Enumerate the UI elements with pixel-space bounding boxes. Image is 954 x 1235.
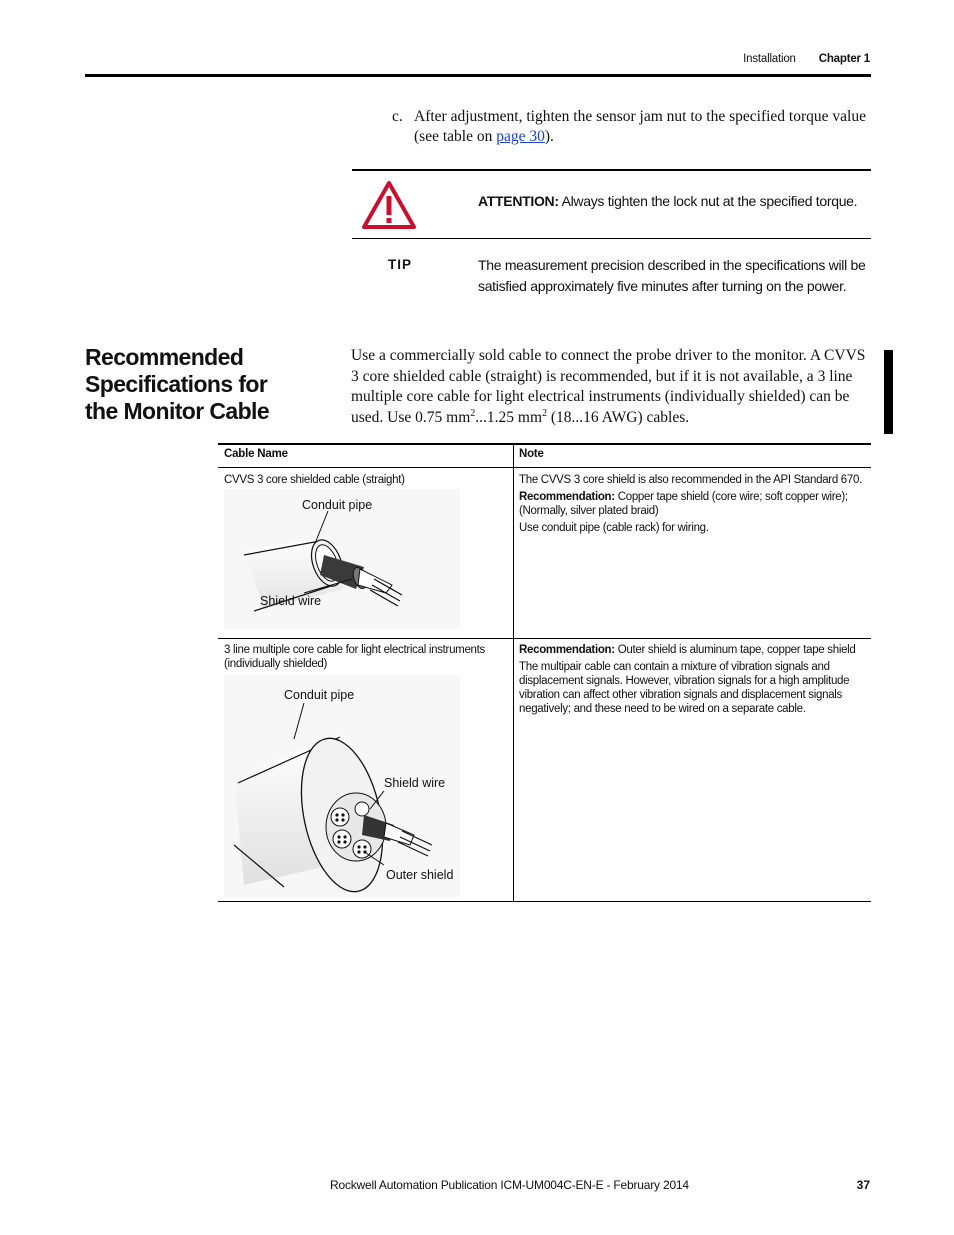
- table-bottom-rule: [218, 901, 871, 902]
- row2-note: [519, 643, 865, 719]
- multicore-cable-figure: [224, 675, 460, 897]
- header-rule: [85, 74, 871, 77]
- sup-2: 2: [542, 407, 548, 419]
- row1-recommendation-text: Copper tape shield (core wire; soft copper wire); (Normally, silver plated braid): [519, 491, 848, 517]
- table-header-rule: [218, 467, 871, 468]
- attention-text: [478, 193, 857, 209]
- step-text-after: ).: [544, 128, 554, 145]
- page-30-link[interactable]: page 30: [496, 128, 545, 145]
- table-column-divider: [513, 443, 514, 902]
- row2-recommendation-text: Outer shield is aluminum tape, copper tape shield: [614, 644, 856, 656]
- label-outer-shield: Outer shield: [386, 868, 454, 882]
- row1-note-1: The CVVS 3 core shield is also recommended in the API Standard 670.: [519, 474, 862, 486]
- tip-text: The measurement precision described in the specifications will be satisfied approximately five minutes after turning on the power.: [478, 257, 866, 294]
- table-row-rule: [218, 638, 871, 639]
- row1-note-3: Use conduit pipe (cable rack) for wiring.: [519, 522, 709, 534]
- table-header-cable-name: Cable Name: [224, 448, 288, 460]
- attention-top-rule: [352, 169, 871, 171]
- warning-triangle-icon: [362, 181, 416, 229]
- row2-note-1: [519, 643, 865, 657]
- row1-note-2: [519, 490, 865, 518]
- row2-cable-name: 3 line multiple core cable for light electrical instruments (individually shielded): [224, 644, 485, 670]
- step-c: [392, 107, 872, 147]
- section-title: Recommended Specifications for the Monitor Cable: [85, 344, 270, 424]
- running-header: [743, 53, 870, 65]
- step-text: [414, 107, 872, 147]
- cvvs-cable-figure: [224, 489, 460, 629]
- label-shield-wire: Shield wire: [260, 594, 322, 608]
- para-part-1: Use a commercially sold cable to connect the probe driver to the monitor. A CVVS 3 core shielded cable (straight) is recommended, but if it is not available, a 3 line multiple core cable for light electrical instruments (individually shielded) can be used. Use 0.75 mm: [351, 347, 866, 426]
- step-text-before: After adjustment, tighten the sensor jam nut to the specified torque value (see table on: [414, 108, 866, 145]
- row1-recommendation-label: Recommendation:: [519, 491, 615, 503]
- tip-label: TIP: [388, 257, 413, 272]
- attention-body: Always tighten the lock nut at the specified torque.: [561, 193, 858, 209]
- row2-recommendation-label: Recommendation:: [519, 644, 615, 656]
- table-top-rule: [218, 443, 871, 445]
- row2-note-2: The multipair cable can contain a mixture of vibration signals and displacement signals. However, vibration signals for a high amplitude vibration can affect other vibration signals and displacement signals negatively; and these need to be wired on a separate cable.: [519, 661, 850, 715]
- para-part-2: ...1.25 mm: [475, 408, 543, 426]
- attention-bottom-rule: [352, 238, 871, 239]
- label-conduit-pipe-2: Conduit pipe: [284, 688, 355, 702]
- page-number: 37: [856, 1178, 870, 1192]
- label-conduit-pipe: Conduit pipe: [302, 498, 373, 512]
- para-part-3: (18...16 AWG) cables.: [547, 408, 690, 426]
- step-letter: c.: [392, 108, 403, 125]
- chapter-thumb-tab: [884, 350, 893, 434]
- table-header-note: Note: [519, 448, 544, 460]
- header-section: Installation: [743, 53, 796, 65]
- row1-cable-name: CVVS 3 core shielded cable (straight): [224, 474, 405, 486]
- label-shield-wire-2: Shield wire: [384, 776, 446, 790]
- footer-publication: Rockwell Automation Publication ICM-UM004C-EN-E - February 2014: [330, 1178, 689, 1192]
- section-paragraph: [351, 346, 873, 428]
- attention-label: ATTENTION:: [478, 193, 559, 209]
- header-chapter: Chapter 1: [818, 53, 870, 65]
- row1-note: [519, 473, 865, 538]
- sup-1: 2: [470, 407, 476, 419]
